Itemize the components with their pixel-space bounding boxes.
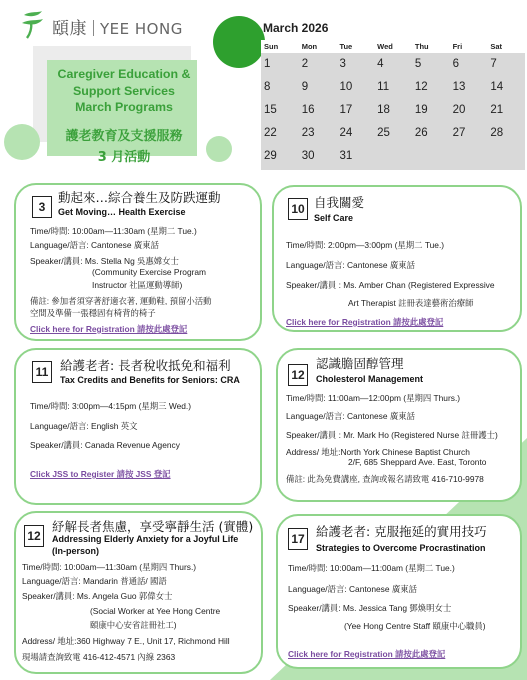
title-zh <box>46 126 202 168</box>
calendar-date: 6 <box>452 58 459 70</box>
title-zh-line: 護老教育及支援服務 <box>65 129 183 144</box>
event-title-zh: 給護老者: 克服拖延的實用技巧 <box>316 524 487 539</box>
event-time: Time/時間: 10:00am—11:30am (星期四 Thurs.) <box>22 562 197 572</box>
event-title-en: Addressing Elderly Anxiety for a Joyful Life <box>52 534 239 544</box>
event-date-badge: 12 <box>24 525 44 547</box>
calendar-header-row <box>261 40 525 53</box>
calendar-date: 25 <box>377 127 390 139</box>
registration-link[interactable]: Click here for Registration 請按此處登記 <box>286 317 444 327</box>
logo-text <box>52 14 183 39</box>
event-date-badge: 10 <box>288 198 308 220</box>
event-speaker-detail: (Social Worker at Yee Hong Centre <box>90 606 221 616</box>
event-address: Address/ 地址:360 Highway 7 E., Unit 17, Richmond Hill <box>22 636 230 646</box>
calendar-date: 23 <box>301 127 315 139</box>
yee-hong-logo-icon <box>20 9 46 39</box>
event-date-badge: 17 <box>288 528 308 550</box>
calendar-date: 8 <box>264 81 271 93</box>
calendar-date: 3 <box>339 58 346 70</box>
logo-divider <box>93 20 94 36</box>
calendar-date: 26 <box>414 127 428 139</box>
event-speaker: Speaker/講員: Canada Revenue Agency <box>30 440 180 450</box>
event-speaker-detail: (Yee Hong Centre Staff 頤康中心職員) <box>344 621 486 631</box>
calendar-date: 17 <box>339 104 353 116</box>
event-title-zh: 動起來…綜合養生及防跌運動 <box>58 190 221 205</box>
decor-circle-small <box>206 136 232 162</box>
calendar-date: 31 <box>339 150 353 162</box>
calendar-date: 2 <box>301 58 309 70</box>
event-speaker: Speaker/講員: Ms. Stella Ng 吳惠嫦女士 <box>30 256 179 266</box>
event-note: 備註: 參加者須穿著舒適衣著, 運動鞋, 預留小活動 <box>30 296 212 306</box>
calendar-date: 22 <box>264 127 277 139</box>
logo-zh: 頤康 <box>52 19 87 39</box>
calendar-date: 10 <box>339 81 353 93</box>
event-speaker: Speaker/講員 : Mr. Mark Ho (Registered Nurse 註冊護士) <box>286 430 498 440</box>
event-language: Language/語言: Mandarin 普通話/ 國語 <box>22 576 167 586</box>
event-title-en: Cholesterol Management <box>316 374 424 384</box>
calendar-date: 7 <box>490 58 497 70</box>
event-title-zh: 給護老者: 長者稅收抵免和福利 <box>60 358 231 373</box>
event-address-detail: 2/F, 685 Sheppard Ave. East, Toronto <box>348 457 487 467</box>
event-time: Time/時間: 10:00am—11:30am (星期二 Tue.) <box>30 226 197 236</box>
event-title-en: Get Moving… Health Exercise <box>58 207 186 217</box>
calendar-week <box>261 99 525 122</box>
calendar-date: 11 <box>377 81 390 93</box>
calendar-date: 28 <box>490 127 504 139</box>
event-time: Time/時間: 3:00pm—4:15pm (星期三 Wed.) <box>30 401 192 411</box>
calendar-date: 20 <box>452 104 466 116</box>
calendar-day-name: Tue <box>339 42 353 51</box>
calendar-date: 4 <box>377 58 384 70</box>
calendar-title: March 2026 <box>263 21 329 35</box>
event-card-mar-11 <box>14 348 262 505</box>
event-card-mar-12-cholesterol <box>276 348 522 502</box>
calendar-week <box>261 145 525 168</box>
calendar-date: 14 <box>490 81 504 93</box>
event-card-mar-10 <box>272 185 522 332</box>
event-address: Address/ 地址:North York Chinese Baptist Church <box>286 447 470 457</box>
calendar-day-name: Mon <box>301 42 318 51</box>
event-language: Language/語言: Cantonese 廣東話 <box>30 240 159 250</box>
calendar-date: 27 <box>452 127 466 139</box>
calendar-date <box>450 145 488 168</box>
calendar-week <box>261 76 525 99</box>
event-title-zh: 認識膽固醇管理 <box>316 356 404 371</box>
title-en-line: Caregiver Education & <box>57 67 191 81</box>
calendar-date: 29 <box>264 150 277 162</box>
event-time: Time/時間: 11:00am—12:00pm (星期四 Thurs.) <box>286 393 461 403</box>
calendar-date: 9 <box>301 81 309 93</box>
event-speaker: Speaker/講員: Ms. Jessica Tang 鄧煥明女士 <box>288 603 452 613</box>
event-card-mar-17 <box>276 514 522 669</box>
calendar-date: 5 <box>414 58 422 70</box>
calendar-date: 21 <box>490 104 504 116</box>
registration-link[interactable]: Click JSS to Register 請按 JSS 登記 <box>30 469 171 479</box>
event-language: Language/語言: Cantonese 廣東話 <box>288 584 417 594</box>
event-time: Time/時間: 10:00am—11:00am (星期二 Tue.) <box>288 563 455 573</box>
event-speaker: Speaker/講員 : Ms. Amber Chan (Registered Expressive <box>286 280 495 290</box>
event-language: Language/語言: Cantonese 廣東話 <box>286 260 415 270</box>
event-title-en: Strategies to Overcome Procrastination <box>316 543 486 553</box>
event-title-zh: 紓解長者焦慮，享受寧靜生活 (實體) <box>52 519 254 534</box>
decor-circle-large <box>213 16 265 68</box>
calendar-date: 18 <box>377 104 390 116</box>
event-card-mar-3 <box>14 183 262 341</box>
logo-en: YEE HONG <box>100 20 183 38</box>
calendar-day-name: Sat <box>490 42 502 51</box>
event-speaker: Speaker/講員: Ms. Angela Guo 郭偉女士 <box>22 591 173 601</box>
registration-link[interactable]: Click here for Registration 請按此處登記 <box>30 324 188 334</box>
registration-link[interactable]: Click here for Registration 請按此處登記 <box>288 649 446 659</box>
event-language: Language/語言: Cantonese 廣東話 <box>286 411 415 421</box>
calendar-day-name: Thu <box>414 42 429 51</box>
calendar-day-name: Sun <box>264 42 279 51</box>
event-title-en: Self Care <box>314 213 354 223</box>
event-contact: 現場請查詢致電 416-412-4571 內線 2363 <box>22 652 176 662</box>
calendar-date: 15 <box>264 104 277 116</box>
event-note: 備註: 此為免費講座, 查詢或報名請致電 416-710-9978 <box>286 474 484 484</box>
calendar-date: 30 <box>301 150 315 162</box>
event-speaker-detail: Instructor 社區運動導師) <box>92 280 183 290</box>
calendar-date <box>487 145 525 168</box>
calendar-date: 13 <box>452 81 466 93</box>
calendar-date <box>374 145 412 168</box>
event-speaker-detail: Art Therapist 註冊表達藝術治療師 <box>348 298 474 308</box>
calendar-grid <box>261 40 525 170</box>
title-en <box>46 66 202 116</box>
calendar-date: 12 <box>414 81 428 93</box>
event-note: 空間及準備一張穩固有椅背的椅子 <box>30 308 156 318</box>
event-language: Language/語言: English 英文 <box>30 421 138 431</box>
decor-circle-medium <box>4 124 40 160</box>
event-title-zh: 自我關愛 <box>314 195 365 210</box>
event-speaker-detail: 頤康中心安省註冊社工) <box>90 620 177 630</box>
event-date-badge: 3 <box>32 196 52 218</box>
event-title-en-format: (In-person) <box>52 546 99 556</box>
event-speaker-detail: (Community Exercise Program <box>92 267 207 277</box>
calendar-day-name: Wed <box>377 42 393 51</box>
calendar-date <box>412 145 450 168</box>
calendar-date: 1 <box>264 58 271 70</box>
calendar-date: 16 <box>301 104 315 116</box>
event-time: Time/時間: 2:00pm—3:00pm (星期二 Tue.) <box>286 240 445 250</box>
calendar-date: 19 <box>414 104 428 116</box>
calendar-week <box>261 122 525 145</box>
event-date-badge: 11 <box>32 361 52 383</box>
title-zh-line: 3 月活動 <box>97 150 151 165</box>
calendar-date: 24 <box>339 127 353 139</box>
event-card-mar-12-anxiety <box>14 511 263 674</box>
event-date-badge: 12 <box>288 364 308 386</box>
calendar-day-name: Fri <box>452 42 463 51</box>
event-title-en: Tax Credits and Benefits for Seniors: CRA <box>60 375 240 385</box>
title-en-line: Support Services <box>73 83 175 98</box>
calendar-week <box>261 53 525 76</box>
title-en-line: March Programs <box>75 100 173 114</box>
